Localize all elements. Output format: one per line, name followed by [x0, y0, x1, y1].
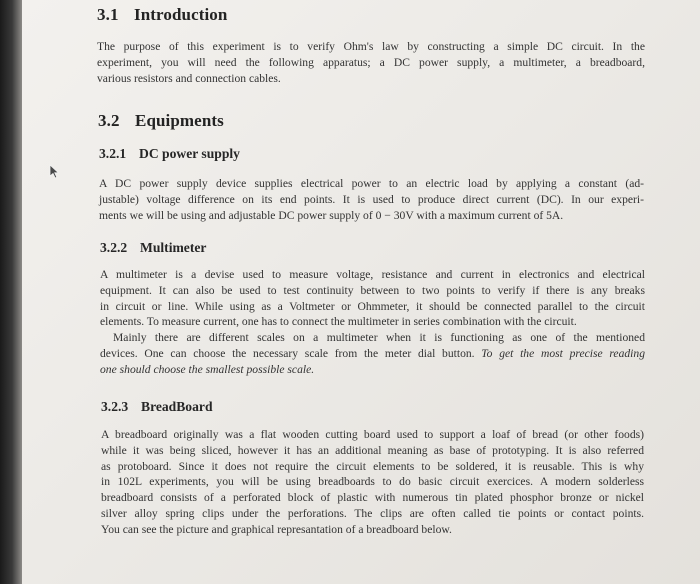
dc-power-supply-paragraph	[99, 176, 644, 223]
section-number: 3.1	[97, 5, 119, 24]
subsection-number: 3.2.2	[100, 240, 128, 255]
text-line: while it was being sliced, however it has an additional meaning as base of prototyping. It is also referred	[101, 443, 644, 457]
text-line: experiment, you will need the following apparatus; a DC power supply, a multimeter, a breadboard,	[97, 55, 645, 69]
text-line: A DC power supply device supplies electrical power to an electric load by applying a constant (ad-	[99, 177, 644, 190]
multimeter-paragraph	[100, 267, 645, 378]
text-line: elements. To measure current, one has to connect the multimeter in series combination with the circuit.	[100, 315, 577, 329]
left-page-edge	[0, 0, 22, 584]
emphasis-text: one should choose the smallest possible scale.	[100, 362, 315, 376]
mouse-pointer-icon	[49, 164, 61, 180]
section-heading-introduction	[97, 5, 227, 25]
text-line: various resistors and connection cables.	[97, 71, 281, 85]
introduction-paragraph	[97, 39, 645, 86]
text-line: in 102L experiments, you will be using breadboards to do basic circuit exercices. A modern solderless	[101, 475, 644, 489]
text-run: devices. One can choose the necessary scale from the meter dial button.	[100, 346, 482, 360]
text-line: Mainly there are different scales on a multimeter when it is functioning as one of the mentioned	[113, 331, 645, 345]
section-title: Equipments	[135, 111, 224, 130]
breadboard-paragraph	[101, 427, 644, 538]
text-line: as protoboard. Since it does not require the circuit elements to be soldered, it is reusable. This is why	[101, 459, 644, 473]
text-line: A breadboard originally was a flat wooden cutting board used to support a loaf of bread (or other foods)	[101, 428, 644, 441]
text-line: You can see the picture and graphical represantation of a breadboard below.	[101, 522, 452, 536]
text-line: ments we will be using and adjustable DC power supply of 0 − 30V with a maximum current of 5A.	[99, 208, 564, 222]
text-line: A multimeter is a devise used to measure voltage, resistance and current in electronics and electrical	[100, 268, 645, 281]
section-number: 3.2	[98, 111, 120, 130]
subsection-heading-dc-power-supply	[99, 146, 240, 162]
text-line	[100, 362, 645, 378]
subsection-number: 3.2.1	[99, 146, 127, 161]
subsection-heading-multimeter	[100, 240, 206, 256]
section-heading-equipments	[98, 111, 224, 131]
text-line: justable) voltage difference on its end points. It is used to produce direct current (DC). In our experi-	[99, 192, 644, 206]
subsection-title: DC power supply	[139, 146, 240, 161]
emphasis-text: To get the most precise reading	[481, 346, 645, 360]
section-title: Introduction	[134, 5, 228, 24]
text-line-mixed	[100, 346, 645, 362]
text-line: The purpose of this experiment is to verify Ohm's law by constructing a simple DC circuit. In the	[97, 40, 645, 53]
text-line: silver alloy spring clips under the perforations. The clips are often called tie points or contact points.	[101, 506, 644, 520]
text-line: equipment. It can also be used to test continuity between to two points to verify if there is any breaks	[100, 283, 645, 297]
document-page	[22, 0, 700, 584]
text-line: breadboard consists of a perforated block of plastic with numerous tin plated phosphor bronze or nickel	[101, 491, 644, 505]
subsection-title: Multimeter	[140, 240, 207, 255]
subsection-heading-breadboard	[101, 399, 213, 415]
text-line: in circuit or line. While using as a Voltmeter or Ohmmeter, it should be connected parallel to the circuit	[100, 299, 645, 313]
subsection-title: BreadBoard	[141, 399, 213, 414]
subsection-number: 3.2.3	[101, 399, 129, 414]
